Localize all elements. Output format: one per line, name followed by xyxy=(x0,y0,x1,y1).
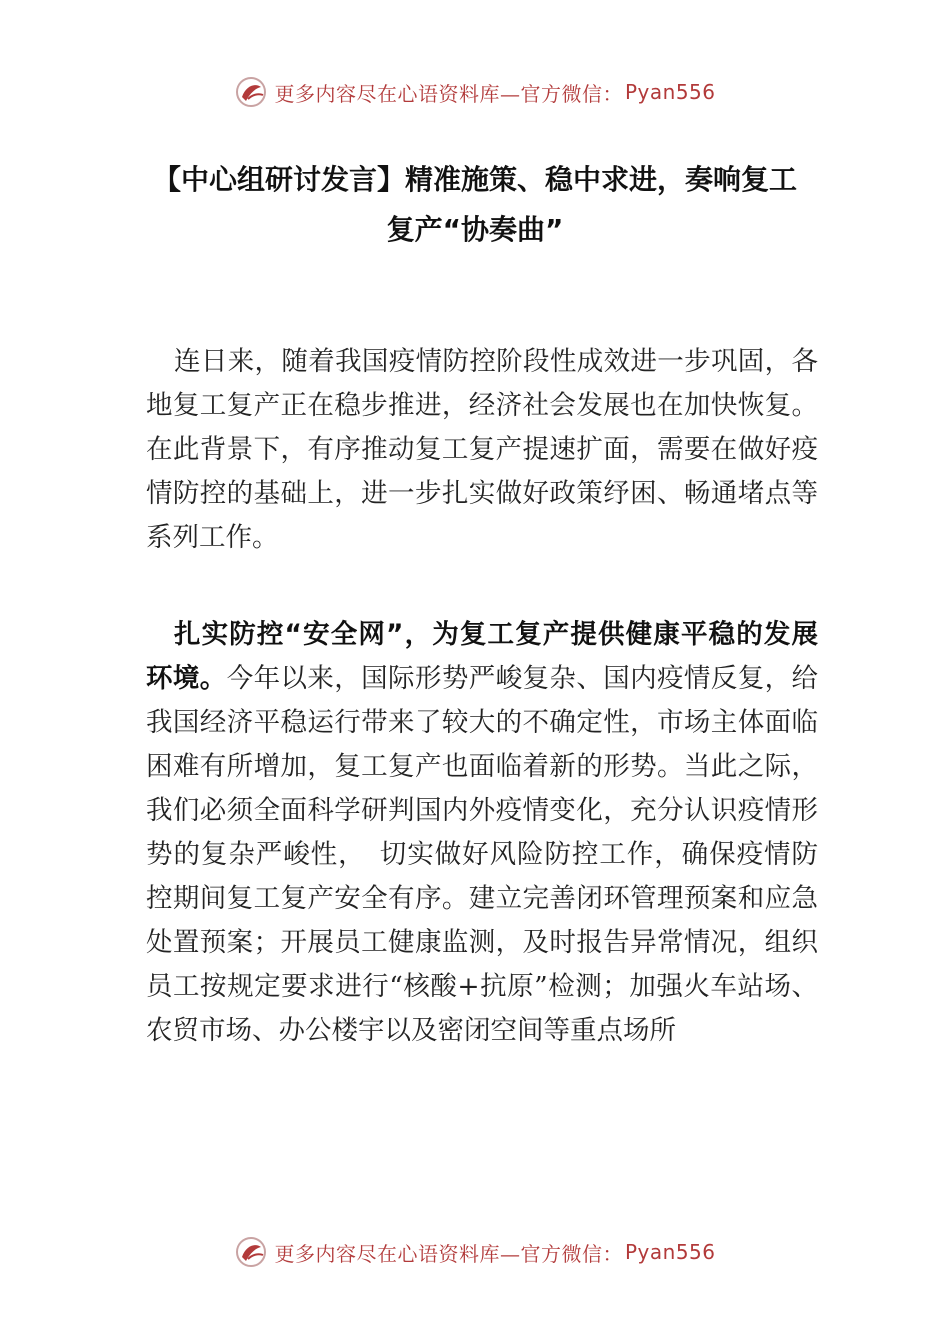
paragraph-2-text xyxy=(146,613,818,1053)
banner-text: 更多内容尽在心语资料库—官方微信： xyxy=(274,1241,623,1266)
paragraph-2-body: 今年以来，国际形势严峻复杂、国内疫情反复，给我国经济平稳运行带来了较大的不确定性，市场主体面临困难有所增加，复工复产也面临着新的形势。当此之际，我们必须全面科学研判国内外疫情变化，充分认识疫情形势的复杂严峻性， 切实做好风险防控工作，确保疫情防控期间复工复产安全有序。建立完善闭环管理预案和应急处置预案；开展员工健康监测，及时报告异常情况，组织员工按规定要求进行“核酸+抗原”检测；加强火车站场、农贸市场、办公楼宇以及密闭空间等重点场所 xyxy=(146,663,818,1046)
banner-wechat-id: Pyan556 xyxy=(624,80,716,104)
logo-icon xyxy=(234,75,268,109)
paragraph-1 xyxy=(146,340,818,560)
paragraph-2 xyxy=(146,613,818,1053)
document-title xyxy=(120,155,830,255)
title-line-1: 【中心组研讨发言】精准施策、稳中求进，奏响复工 xyxy=(152,163,797,196)
paragraph-2-lead: 扎实防控“安全网”，为复工复产提供健康平稳的发展环境。 xyxy=(146,619,818,694)
paragraph-1-text: 连日来，随着我国疫情防控阶段性成效进一步巩固，各地复工复产正在稳步推进，经济社会发展也在加快恢复。在此背景下，有序推动复工复产提速扩面，需要在做好疫情防控的基础上，进一步扎实做好政策纾困、畅通堵点等系列工作。 xyxy=(146,346,818,553)
banner-text: 更多内容尽在心语资料库—官方微信： xyxy=(274,81,623,106)
logo-icon xyxy=(234,1235,268,1269)
title-line-2: 复产“协奏曲” xyxy=(386,213,564,246)
header-banner xyxy=(0,72,950,112)
banner-wechat-id: Pyan556 xyxy=(624,1240,716,1264)
footer-banner xyxy=(0,1232,950,1272)
